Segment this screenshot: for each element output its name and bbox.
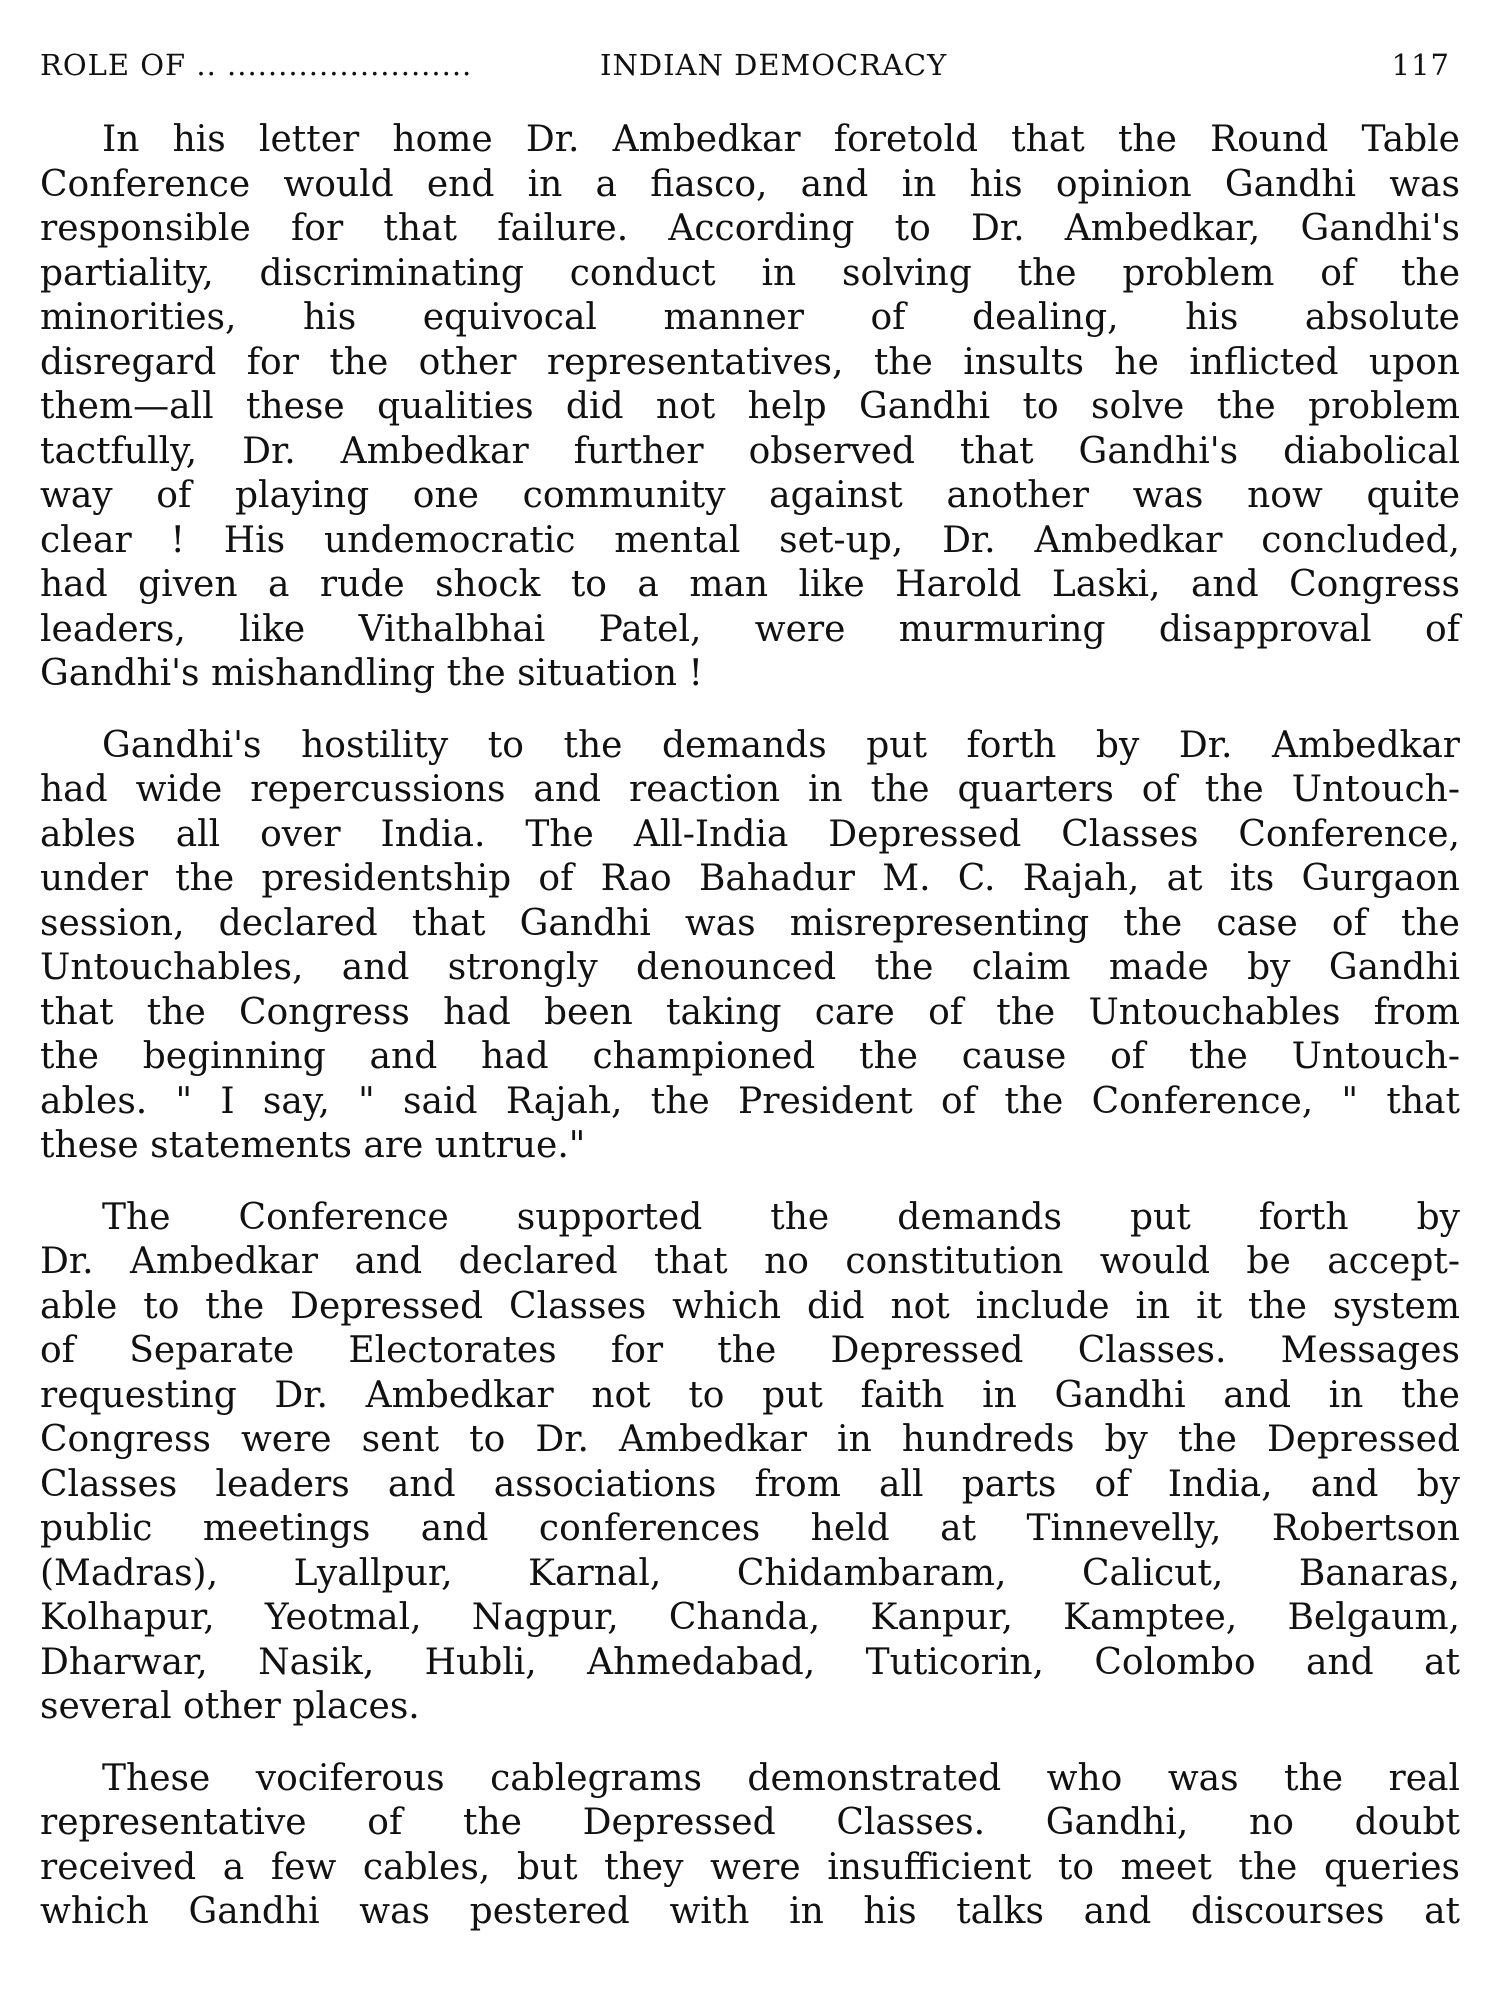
text-line: Untouchables, and strongly denounced the claim made by Gandhi bbox=[40, 947, 1460, 988]
paragraph-2 bbox=[40, 724, 1460, 1169]
text-line: (Madras), Lyallpur, Karnal, Chidambaram, Calicut, Banaras, bbox=[40, 1552, 1460, 1594]
page-number: 117 bbox=[1391, 48, 1450, 82]
text-line: minorities, his equivocal manner of dealing, his absolute bbox=[40, 297, 1460, 338]
body-text bbox=[40, 118, 1460, 1962]
text-line: the beginning and had championed the cause of the Untouch- bbox=[40, 1036, 1460, 1077]
running-head bbox=[40, 48, 1450, 88]
text-line: Dharwar, Nasik, Hubli, Ahmedabad, Tuticorin, Colombo and at bbox=[40, 1641, 1460, 1683]
text-line: these statements are untrue." bbox=[40, 1125, 586, 1166]
text-line: public meetings and conferences held at Tinnevelly, Robertson bbox=[40, 1508, 1460, 1549]
text-line: representative of the Depressed Classes. Gandhi, no doubt bbox=[40, 1802, 1460, 1843]
text-line: These vociferous cablegrams demonstrated who was the real bbox=[102, 1757, 1460, 1799]
text-line: them—all these qualities did not help Gandhi to solve the problem bbox=[40, 386, 1460, 427]
text-line: The Conference supported the demands put forth by bbox=[102, 1196, 1460, 1238]
text-line: had wide repercussions and reaction in the quarters of the Untouch- bbox=[40, 769, 1460, 810]
text-line: requesting Dr. Ambedkar not to put faith in Gandhi and in the bbox=[40, 1374, 1460, 1416]
text-line: under the presidentship of Rao Bahadur M. C. Rajah, at its Gurgaon bbox=[40, 858, 1460, 899]
text-line: had given a rude shock to a man like Harold Laski, and Congress bbox=[40, 564, 1460, 605]
text-line: which Gandhi was pestered with in his talks and discourses at bbox=[40, 1891, 1460, 1932]
text-line: of Separate Electorates for the Depressed Classes. Messages bbox=[40, 1330, 1460, 1371]
text-line: way of playing one community against another was now quite bbox=[40, 475, 1460, 516]
text-line: responsible for that failure. According to Dr. Ambedkar, Gandhi's bbox=[40, 208, 1460, 249]
text-line: leaders, like Vithalbhai Patel, were murmuring disapproval of bbox=[40, 608, 1460, 650]
text-line: Classes leaders and associations from all parts of India, and by bbox=[40, 1463, 1460, 1505]
paragraph-3 bbox=[40, 1196, 1460, 1730]
text-line: Kolhapur, Yeotmal, Nagpur, Chanda, Kanpur, Kamptee, Belgaum, bbox=[40, 1597, 1460, 1638]
paragraph-4 bbox=[40, 1757, 1460, 1935]
running-head-left: ROLE OF .. ........................ bbox=[40, 48, 473, 82]
text-line: session, declared that Gandhi was misrepresenting the case of the bbox=[40, 902, 1460, 944]
text-line: ables all over India. The All-India Depressed Classes Conference, bbox=[40, 813, 1460, 855]
paragraph-1 bbox=[40, 118, 1460, 697]
text-line: Congress were sent to Dr. Ambedkar in hundreds by the Depressed bbox=[40, 1419, 1460, 1460]
text-line: Gandhi's mishandling the situation ! bbox=[40, 653, 703, 694]
text-line: Gandhi's hostility to the demands put forth by Dr. Ambedkar bbox=[102, 724, 1460, 766]
text-line: that the Congress had been taking care of the Untouchables from bbox=[40, 991, 1460, 1033]
text-line: received a few cables, but they were insufficient to meet the queries bbox=[40, 1846, 1460, 1888]
text-line: Conference would end in a fiasco, and in his opinion Gandhi was bbox=[40, 163, 1460, 205]
text-line: partiality, discriminating conduct in solving the problem of the bbox=[40, 252, 1460, 294]
text-line: ables. " I say, " said Rajah, the President of the Conference, " that bbox=[40, 1080, 1460, 1122]
text-line: several other places. bbox=[40, 1686, 420, 1727]
text-line: disregard for the other representatives, the insults he inflicted upon bbox=[40, 341, 1460, 383]
running-head-title: INDIAN DEMOCRACY bbox=[600, 48, 948, 82]
text-line: able to the Depressed Classes which did not include in it the system bbox=[40, 1285, 1460, 1327]
text-line: In his letter home Dr. Ambedkar foretold that the Round Table bbox=[102, 119, 1460, 160]
text-line: tactfully, Dr. Ambedkar further observed that Gandhi's diabolical bbox=[40, 430, 1460, 472]
text-line: Dr. Ambedkar and declared that no constitution would be accept- bbox=[40, 1241, 1460, 1282]
text-line: clear ! His undemocratic mental set-up, Dr. Ambedkar concluded, bbox=[40, 519, 1460, 561]
